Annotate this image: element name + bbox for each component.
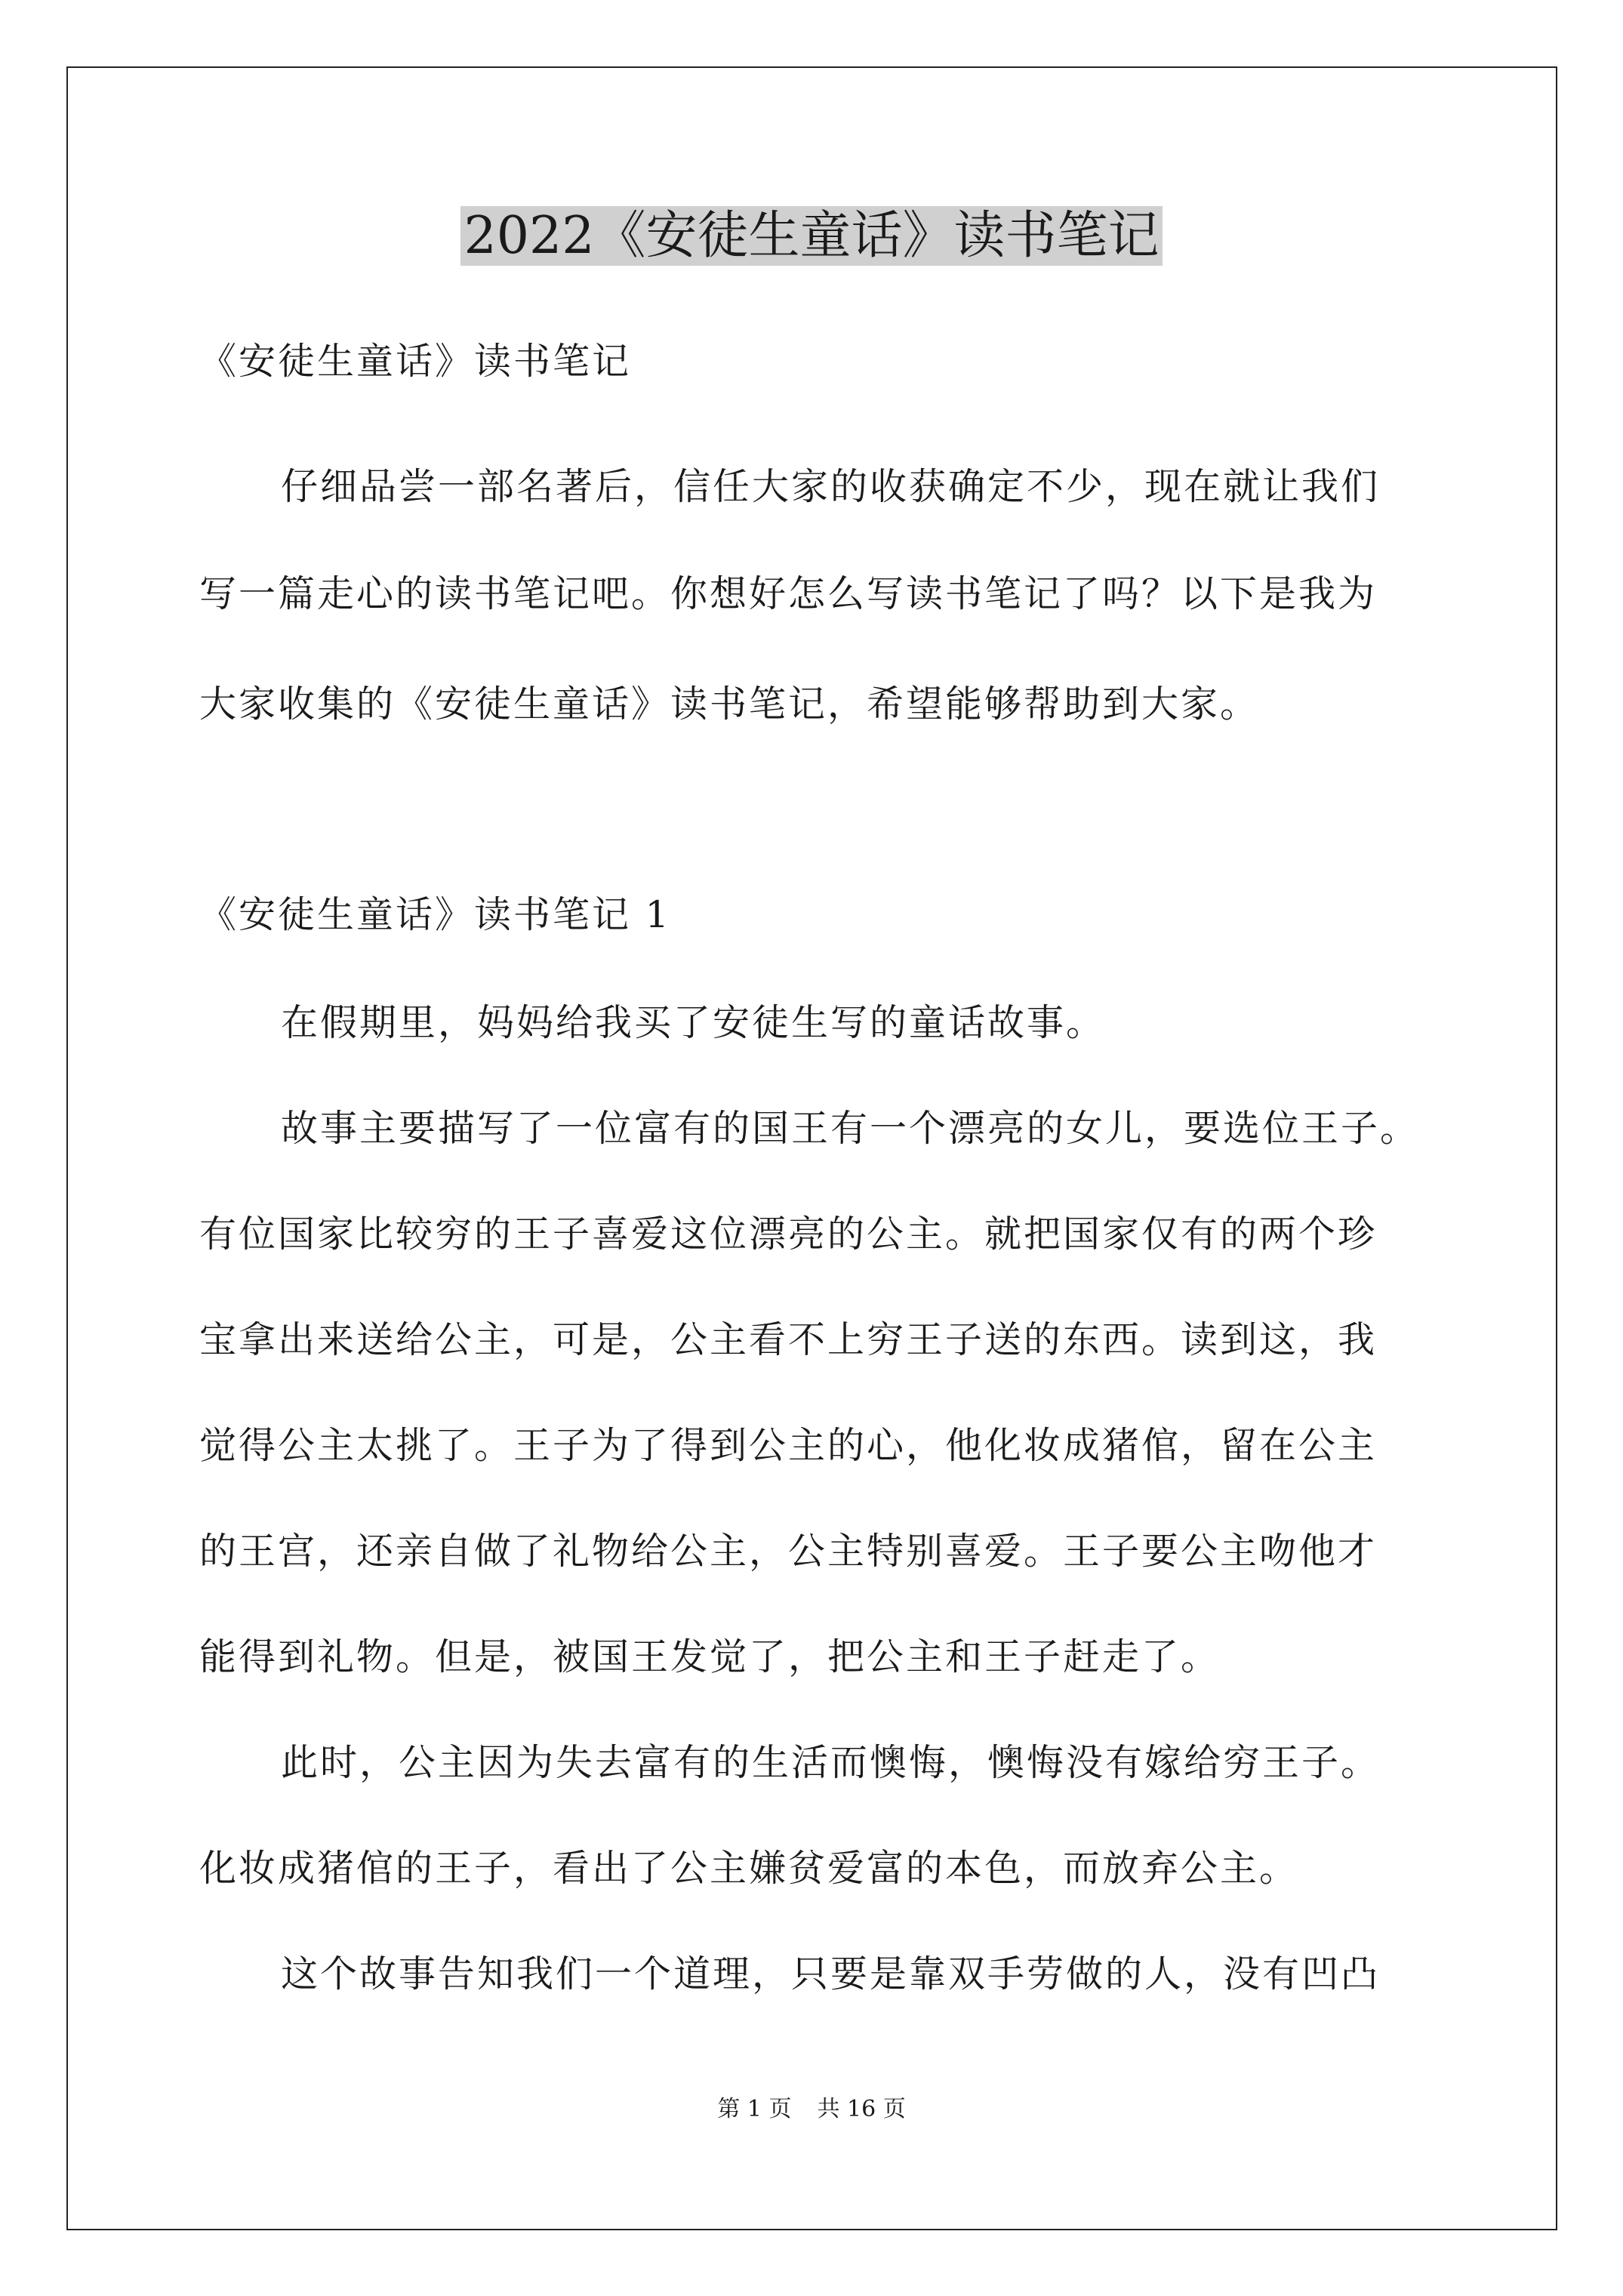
- body-line: 故事主要描写了一位富有的国王有一个漂亮的女儿，要选位王子。: [281, 1107, 1420, 1150]
- body-line: 此时，公主因为失去富有的生活而懊悔，懊悔没有嫁给穷王子。: [281, 1741, 1381, 1784]
- document-title-text: 2022《安徒生童话》读书笔记: [460, 206, 1162, 266]
- body-line: 在假期里，妈妈给我买了安徒生写的童话故事。: [281, 1001, 1106, 1044]
- section-heading: 《安徒生童话》读书笔记 1: [199, 893, 671, 936]
- body-line: 这个故事告知我们一个道理，只要是靠双手劳做的人，没有凹凸: [281, 1952, 1381, 1996]
- intro-line: 大家收集的《安徒生童话》读书笔记，希望能够帮助到大家。: [199, 683, 1260, 726]
- document-title: [0, 195, 1623, 278]
- page-footer: [0, 2094, 1623, 2125]
- intro-line: 写一篇走心的读书笔记吧。你想好怎么写读书笔记了吗？以下是我为: [199, 572, 1378, 615]
- body-line: 的王宫，还亲自做了礼物给公主，公主特别喜爱。王子要公主吻他才: [199, 1530, 1378, 1573]
- body-line: 能得到礼物。但是，被国王发觉了，把公主和王子赶走了。: [199, 1635, 1221, 1678]
- body-line: 化妆成猪倌的王子，看出了公主嫌贫爱富的本色，而放弃公主。: [199, 1847, 1299, 1890]
- page-total: 共 16 页: [817, 2096, 906, 2122]
- subtitle: 《安徒生童话》读书笔记: [199, 340, 632, 383]
- body-line: 有位国家比较穷的王子喜爱这位漂亮的公主。就把国家仅有的两个珍: [199, 1213, 1378, 1256]
- page-number: 第 1 页: [717, 2096, 792, 2122]
- body-line: 觉得公主太挑了。王子为了得到公主的心，他化妆成猪倌，留在公主: [199, 1424, 1378, 1467]
- intro-line: 仔细品尝一部名著后，信任大家的收获确定不少，现在就让我们: [281, 465, 1381, 508]
- body-line: 宝拿出来送给公主，可是，公主看不上穷王子送的东西。读到这，我: [199, 1318, 1378, 1361]
